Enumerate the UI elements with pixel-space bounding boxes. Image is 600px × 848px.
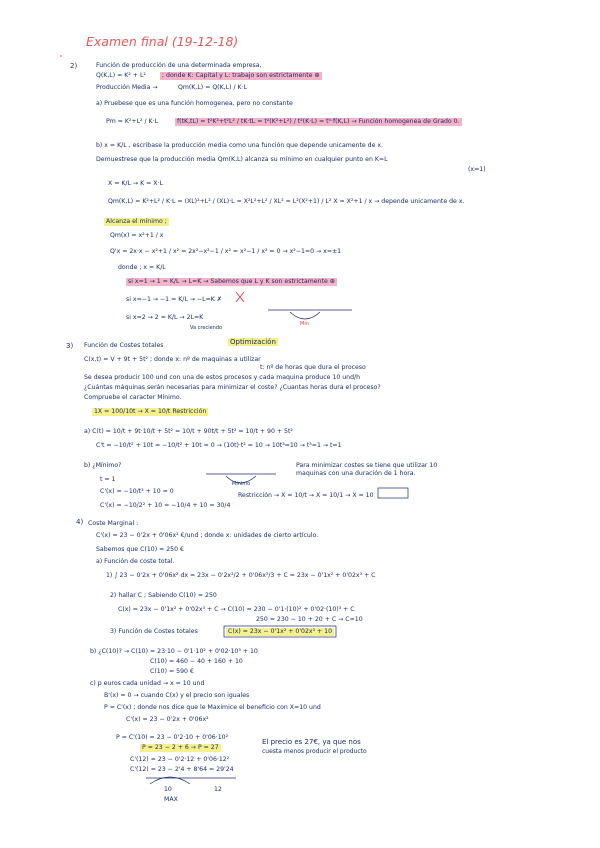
p3b-conclusion: Para minimizar costes se tiene que utilizar 10 maquinas con una duración de 1 hora. xyxy=(296,462,438,477)
problem-number-4: 4) xyxy=(76,518,84,526)
p2-cross-a xyxy=(236,292,244,302)
p4a-find-c: 2) hallar C ; Sabiendo C(10) = 250 xyxy=(110,592,217,599)
p4c-axis-12: 12 xyxy=(214,786,222,793)
p3a-cost: a) C(t) = 10/t + 9t·10/t + 5t² = 10/t + 90t/t + 5t² = 10/t + 90 + 5t² xyxy=(84,428,293,435)
p2-definitions: ; donde K: Capital y L: trabajo son estrictamente ⊕ xyxy=(162,72,320,79)
p3-cost-function: C(x,t) = V + 9t + 5t² ; donde x: nº de maquinas a utilizar xyxy=(84,356,261,363)
p3-restriction: 1X = 100/10t → X = 10/t Restricción xyxy=(94,408,207,415)
p3-t-definition: t: nº de horas que dura el proceso xyxy=(260,364,366,371)
p2b-q-of-x: Qm(x) = x²+1 / x xyxy=(110,232,164,239)
p2a-eq1: Pm = K²+L² / K·L xyxy=(106,118,159,125)
p3-statement: Se desea producir 100 und con una de estos procesos y cada maquina produce 10 und/h xyxy=(84,374,361,381)
p4c-answer1: El precio es 27€, ya que nos xyxy=(262,738,361,746)
p2-avg-production-formula: Qm(K,L) = Q(K,L) / K·L xyxy=(178,84,247,91)
p3-answer-box xyxy=(378,488,408,498)
p2b-min-marker: Mín xyxy=(300,321,309,327)
p2-min-curve xyxy=(290,312,320,319)
page-title: Examen final (19-12-18) xyxy=(86,34,239,49)
p4b-line2: C(10) = 460 − 40 + 160 + 10 xyxy=(150,658,243,665)
p4c-line6: P = 23 − 2 + 6 → P = 27 xyxy=(142,744,219,751)
p2-cross-b xyxy=(236,292,244,302)
p3b-question: b) ¿Mínimo? xyxy=(84,462,122,469)
p4-heading: Coste Marginal : xyxy=(88,520,139,527)
p2-avg-production-label: Producción Media → xyxy=(96,84,158,91)
p2b-derivation: Qm(K,L) = K²+L² / K·L = (XL)²+L² / (XL)·L = X²L²+L² / XL² = L²(X²+1) / L² X = X²+1 / x → depende unicamente de x. xyxy=(108,198,465,205)
p2-production-function: Q(K,L) = K² + L² xyxy=(96,72,146,79)
p4a-c-equation: C(x) = 23x − 0'1x² + 0'02x³ + C → C(10) = 230 − 0'1·(10)² + 0'02·(10)³ + C xyxy=(118,606,355,613)
p4c-answer2: cuesta menos producir el producto xyxy=(262,748,367,755)
p3b-restriction: Restricción → X = 10/t → X = 10/1 → X = 10 xyxy=(238,492,374,499)
p3-heading: Función de Costes totales xyxy=(84,342,164,349)
p4c-line3: P = C'(x) ; donde nos dice que le Maximice el beneficio con X=10 und xyxy=(104,704,321,711)
p2b-question: b) x = K/L , escribase la producción media como una función que depende unicamente de x. xyxy=(96,142,384,149)
p4a-total-cost: C(x) = 23x − 0'1x² + 0'02x³ + 10 xyxy=(228,628,333,635)
p2b-x-equals-1: (x=1) xyxy=(468,166,486,173)
p4-known: Sabemos que C(10) = 250 € xyxy=(96,546,184,553)
p3-check-min: Compruebe el caracter Mínimo. xyxy=(84,394,182,401)
p4a-total-label: 3) Función de Costes totales xyxy=(110,628,198,635)
p4c-line2: B'(x) = 0 → cuando C(x) y el precio son iguales xyxy=(104,692,250,699)
p2b-substitution: X = K/L → K = X·L xyxy=(108,180,163,187)
p2b-donde: donde ; x = K/L xyxy=(118,264,166,271)
p2b-case-2: si x=2 → 2 = K/L → 2L=K xyxy=(126,314,204,321)
p4c-max-label: MAX xyxy=(164,796,178,803)
p2a-eq2: f(tK,tL) = t²K²+t²L² / tK·tL = t²(K²+L²) / t²(K·L) = t⁰·f(K,L) → Función homogenea de Grado 0. xyxy=(177,118,460,125)
p4c-line4: C'(x) = 23 − 0'2x + 0'06x² xyxy=(126,716,209,723)
p3b-c1: C'(x) = −10/t² + 10 = 0 xyxy=(100,488,174,495)
p2b-line2: Demuestrese que la producción media Qm(K,L) alcanza su mínimo en cualquier punto en K=L xyxy=(96,156,388,163)
p2b-case-minus1: si x=−1 → −1 = K/L → −L=K ✗ xyxy=(126,296,222,303)
p3b-axis-label: Mínimo xyxy=(232,481,251,487)
p2b-derivative: Q'x = 2x·x − x²+1 / x² = 2x²−x²−1 / x² = x²−1 / x² = 0 → x²−1=0 → x=±1 xyxy=(110,248,342,255)
p3-question: ¿Cuántas máquinas serán necesarias para minimizar el coste? ¿Cuantas horas dura el proceso? xyxy=(84,384,381,391)
p4c-axis-10: 10 xyxy=(164,786,172,793)
problem-number-2: 2) xyxy=(70,62,78,70)
problem-number-3: 3) xyxy=(66,342,74,350)
p4c-line5: P = C'(10) = 23 − 0'2·10 + 0'06·10² xyxy=(116,734,229,741)
p4a-integral: 1) ∫ 23 − 0'2x + 0'06x² dx = 23x − 0'2x²/2 + 0'06x³/3 + C = 23x − 0'1x² + 0'02x³ + C xyxy=(106,572,376,579)
p3b-c2: C'(x) = −10/2² + 10 = −10/4 + 10 = 30/4 xyxy=(100,502,231,509)
p4-max-curve xyxy=(150,777,190,784)
p2b-growing-note: Va creciendo xyxy=(190,325,223,331)
p2-line1: Función de producción de una determinada empresa, xyxy=(96,62,262,69)
p4a-question: a) Función de coste total. xyxy=(96,558,175,565)
p4b-line1: b) ¿C(10)? → C(10) = 23·10 − 0'1·10² + 0'02·10³ + 10 xyxy=(90,648,258,655)
p2b-case-1: si x=1 → 1 = K/L → L=K → Sabemos que L y K son estrictamente ⊕ xyxy=(128,278,335,285)
p3b-t: t = 1 xyxy=(100,476,116,483)
p4c-line1: c) p euros cada unidad → x = 10 und xyxy=(90,680,205,687)
p2b-min-heading: Alcanza el mínimo ; xyxy=(106,218,167,225)
p3a-derivative: C't = −10/t² + 10t = −10/t² + 10t = 0 → (10t)·t² = 10 → 10t³=10 → t³=1 → t=1 xyxy=(96,442,342,449)
p4c-line8: C'(12) = 23 − 2'4 + 8'64 = 29'24 xyxy=(130,766,234,773)
p2a-question: a) Pruebese que es una función homogenea, pero no constante xyxy=(96,100,293,107)
p4a-c-value: 250 = 230 − 10 + 20 + C → C=10 xyxy=(256,616,363,623)
p4b-line3: C(10) = 590 € xyxy=(150,668,194,675)
p3-optimization: Optimización xyxy=(230,338,276,346)
p4c-line7: C'(12) = 23 − 0'2·12 + 0'06·12² xyxy=(130,756,230,763)
p4-marginal-cost: C'(x) = 23 − 0'2x + 0'06x² €/und ; donde x: unidades de cierto artículo. xyxy=(96,532,319,539)
